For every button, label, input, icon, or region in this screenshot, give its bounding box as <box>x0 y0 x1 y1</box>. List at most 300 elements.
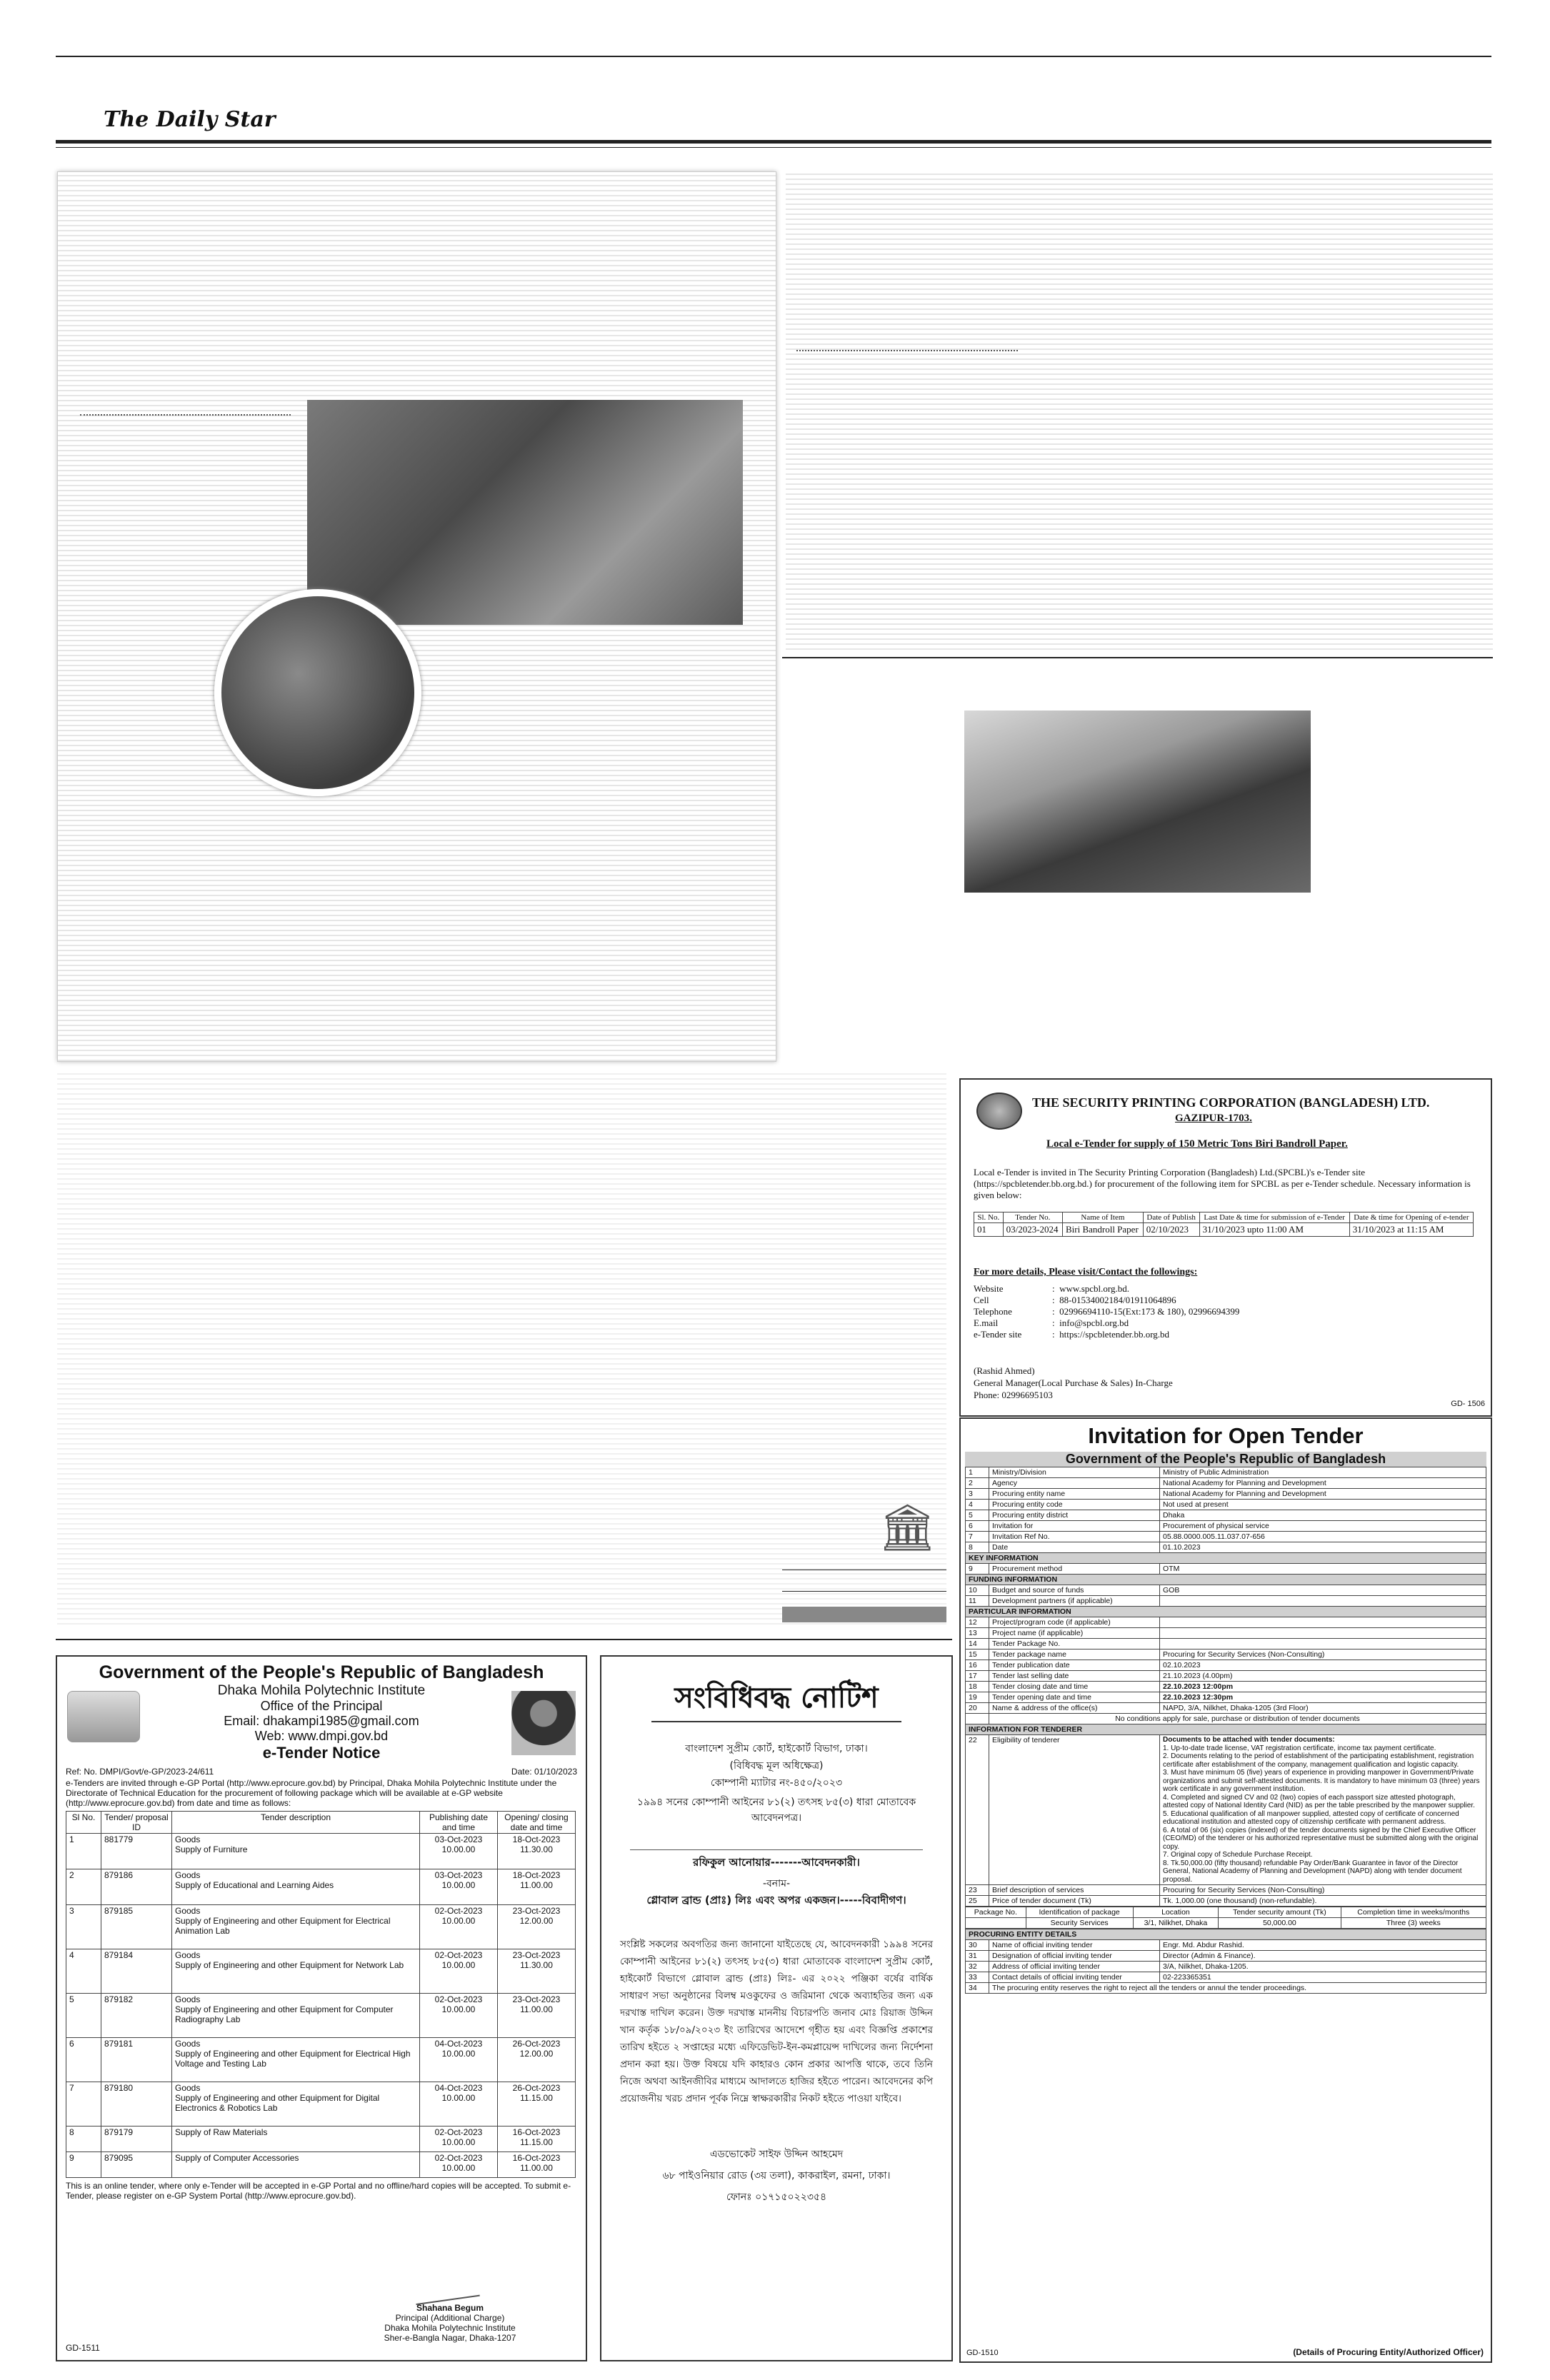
napd-value: National Academy for Planning and Development <box>1160 1489 1486 1500</box>
dmpi-td: 8 <box>66 2127 101 2152</box>
napd-section-label: FUNDING INFORMATION <box>966 1575 1486 1585</box>
feature-photo-inset <box>214 589 421 796</box>
napd-row <box>966 1585 1486 1596</box>
dmpi-td: 04-Oct-2023 10.00.00 <box>420 2038 498 2082</box>
table-row <box>66 1834 576 1869</box>
bn-address: ৬৮ পাইওনিয়ার রোড (৩য় তলা), কাকরাইল, রমনা, ঢাকা। <box>662 2170 891 2181</box>
dmpi-td: 9 <box>66 2152 101 2178</box>
napd-num: 14 <box>966 1639 989 1650</box>
napd-label: Procuring entity name <box>989 1489 1160 1500</box>
spcbl-code: GD- 1506 <box>1451 1400 1485 1408</box>
dmpi-td: Goods Supply of Furniture <box>172 1834 420 1869</box>
dmpi-td: 26-Oct-2023 12.00.00 <box>498 2038 576 2082</box>
bn-versus: -বনাম- <box>762 1878 791 1889</box>
napd-label: The procuring entity reserves the right to reject all the tenders or annul the tender proceedings. <box>989 1983 1486 1994</box>
napd-section <box>966 1929 1486 1940</box>
middle-text-area <box>57 1071 946 1625</box>
napd-value: OTM <box>1160 1564 1486 1575</box>
pkg-td <box>966 1918 1026 1929</box>
bn-court2: (বিধিবদ্ধ মূল অধিক্ষেত্র) <box>729 1760 824 1772</box>
bn-matter: কোম্পানী ম্যাটার নং-৪৫০/২০২৩ <box>710 1777 843 1789</box>
dmpi-td: 2 <box>66 1869 101 1905</box>
contact-row: Website : www.spcbl.org.bd. <box>974 1283 1129 1294</box>
pkg-td: Security Services <box>1026 1918 1133 1929</box>
pkg-th: Location <box>1133 1907 1219 1918</box>
dmpi-td: 4 <box>66 1949 101 1994</box>
napd-value: Procuring for Security Services (Non-Consulting) <box>1160 1650 1486 1660</box>
napd-row <box>966 1542 1486 1553</box>
contact-label: E.mail <box>974 1317 999 1328</box>
napd-row <box>966 1692 1486 1703</box>
napd-label: Tender package name <box>989 1650 1160 1660</box>
napd-row <box>966 1478 1486 1489</box>
spcbl-phone: Phone: 02996695103 <box>974 1390 1053 1400</box>
napd-num: 8 <box>966 1542 989 1553</box>
table-row <box>66 1869 576 1905</box>
spcbl-th: Name of Item <box>1062 1212 1143 1223</box>
spcbl-td: 31/10/2023 at 11:15 AM <box>1349 1223 1473 1237</box>
spcbl-ad <box>959 1078 1492 1417</box>
dmpi-table <box>66 1811 576 2178</box>
napd-row <box>966 1500 1486 1510</box>
napd-doc-item: 1. Up-to-date trade license, VAT registration certificate, income tax payment certificate. <box>1163 1744 1436 1752</box>
dmpi-signer-title: Principal (Additional Charge) <box>395 2313 505 2323</box>
middle-rule-2 <box>782 1591 946 1592</box>
napd-row <box>966 1962 1486 1972</box>
napd-row <box>966 1532 1486 1542</box>
napd-label: Price of tender document (Tk) <box>989 1896 1160 1907</box>
napd-label: Tender publication date <box>989 1660 1160 1671</box>
napd-row <box>966 1650 1486 1660</box>
napd-num: 15 <box>966 1650 989 1660</box>
dmpi-ref: Ref: No. DMPI/Govt/e-GP/2023-24/611 <box>66 1767 214 1777</box>
napd-note: No conditions apply for sale, purchase or distribution of tender documents <box>989 1714 1486 1724</box>
napd-label: Tender opening date and time <box>989 1692 1160 1703</box>
dmpi-td: 02-Oct-2023 10.00.00 <box>420 2152 498 2178</box>
napd-num: 32 <box>966 1962 989 1972</box>
napd-row <box>966 1972 1486 1983</box>
spcbl-th: Sl. No. <box>974 1212 1004 1223</box>
napd-value <box>1160 1639 1486 1650</box>
contact-value: 02996694110-15(Ext:173 & 180), 02996694399 <box>1059 1306 1240 1317</box>
contact-label: e-Tender site <box>974 1329 1022 1340</box>
dmpi-signature <box>336 2303 564 2343</box>
middle-gray-bar <box>782 1607 946 1622</box>
dmpi-td: Goods Supply of Engineering and other Equipment for Computer Radiography Lab <box>172 1994 420 2038</box>
napd-value: 3/A, Nilkhet, Dhaka-1205. <box>1160 1962 1486 1972</box>
napd-label: Ministry/Division <box>989 1467 1160 1478</box>
right-divider <box>782 657 1493 658</box>
dmpi-td: Goods Supply of Educational and Learning Aides <box>172 1869 420 1905</box>
dmpi-th: Publishing date and time <box>420 1812 498 1834</box>
napd-num: 18 <box>966 1682 989 1692</box>
dmpi-td: 879095 <box>101 2152 172 2178</box>
napd-num: 9 <box>966 1564 989 1575</box>
napd-row <box>966 1521 1486 1532</box>
napd-row <box>966 1896 1486 1907</box>
napd-num: 22 <box>966 1735 989 1885</box>
spcbl-contact-heading: For more details, Please visit/Contact the followings: <box>974 1267 1198 1277</box>
dmpi-th: Tender/ proposal ID <box>101 1812 172 1834</box>
napd-num: 25 <box>966 1896 989 1907</box>
napd-value: 21.10.2023 (4.00pm) <box>1160 1671 1486 1682</box>
contact-row: e-Tender site : https://spcbletender.bb.org.bd <box>974 1329 1170 1340</box>
napd-num: 16 <box>966 1660 989 1671</box>
napd-row <box>966 1489 1486 1500</box>
napd-value: Procuring for Security Services (Non-Consulting) <box>1160 1885 1486 1896</box>
napd-label: Budget and source of funds <box>989 1585 1160 1596</box>
napd-value: 22.10.2023 12:00pm <box>1160 1682 1486 1692</box>
bn-title-underline <box>651 1721 901 1722</box>
pkg-th: Identification of package <box>1026 1907 1133 1918</box>
napd-row <box>966 1703 1486 1714</box>
portrait-icon <box>511 1691 576 1755</box>
dmpi-td: 23-Oct-2023 11.00.00 <box>498 1994 576 2038</box>
napd-label: Invitation Ref No. <box>989 1532 1160 1542</box>
napd-section-label: PROCURING ENTITY DETAILS <box>966 1929 1486 1940</box>
dmpi-td: 02-Oct-2023 10.00.00 <box>420 1949 498 1994</box>
napd-row <box>966 1639 1486 1650</box>
pkg-td: Three (3) weeks <box>1341 1918 1486 1929</box>
dmpi-td: 16-Oct-2023 11.00.00 <box>498 2152 576 2178</box>
napd-code: GD-1510 <box>966 2349 999 2357</box>
dmpi-td: 879186 <box>101 1869 172 1905</box>
contact-row: Cell : 88-01534002184/01911064896 <box>974 1295 1176 1305</box>
contact-label: Website <box>974 1283 1004 1294</box>
napd-num: 1 <box>966 1467 989 1478</box>
bn-advocate: এডভোকেট সাইফ উদ্দিন আহমেদ <box>709 2149 844 2160</box>
napd-row <box>966 1940 1486 1951</box>
napd-title: Invitation for Open Tender <box>1088 1423 1364 1448</box>
dmpi-td: 23-Oct-2023 12.00.00 <box>498 1905 576 1949</box>
dmpi-td: 18-Oct-2023 11.30.00 <box>498 1834 576 1869</box>
dmpi-td: 02-Oct-2023 10.00.00 <box>420 1905 498 1949</box>
spcbl-intro: Local e-Tender is invited in The Security Printing Corporation (Bangladesh) Ltd.(SPCBL)'s e-Tender site (https://spcbletender.bb.org.bd.) for procurement of the following item for SPCBL as per e-Tender schedule. Necessary information is given below: <box>974 1167 1471 1200</box>
napd-num: 10 <box>966 1585 989 1596</box>
napd-doc-item: 7. Original copy of Schedule Purchase Receipt. <box>1163 1851 1313 1859</box>
contact-value[interactable]: www.spcbl.org.bd. <box>1059 1283 1129 1294</box>
dmpi-td: 16-Oct-2023 11.15.00 <box>498 2127 576 2152</box>
napd-row <box>966 1682 1486 1692</box>
dmpi-td: 6 <box>66 2038 101 2082</box>
napd-docs-heading: Documents to be attached with tender documents: <box>1163 1736 1335 1744</box>
napd-value: Procurement of physical service <box>1160 1521 1486 1532</box>
napd-package-table <box>965 1907 1486 1929</box>
bn-phone: ফোনঃ ০১৭১৫০২২৩৫৪ <box>726 2191 827 2203</box>
napd-gov: Government of the People's Republic of Bangladesh <box>965 1452 1486 1467</box>
napd-num: 5 <box>966 1510 989 1521</box>
napd-label: Name of official inviting tender <box>989 1940 1160 1951</box>
dmpi-td: Goods Supply of Engineering and other Equipment for Electrical Animation Lab <box>172 1905 420 1949</box>
napd-label: Project name (if applicable) <box>989 1628 1160 1639</box>
dmpi-web[interactable]: Web: www.dmpi.gov.bd <box>254 1729 389 1743</box>
table-row <box>66 1994 576 2038</box>
contact-row: Telephone : 02996694110-15(Ext:173 & 180), 02996694399 <box>974 1306 1240 1317</box>
napd-label: Agency <box>989 1478 1160 1489</box>
napd-row <box>966 1660 1486 1671</box>
napd-section <box>966 1575 1486 1585</box>
napd-label: Date <box>989 1542 1160 1553</box>
napd-row <box>966 1735 1486 1885</box>
masthead-rule-thin <box>56 147 1491 148</box>
spcbl-signer: (Rashid Ahmed) <box>974 1365 1035 1376</box>
napd-label: Invitation for <box>989 1521 1160 1532</box>
spcbl-th: Date & time for Opening of e-tender <box>1349 1212 1473 1223</box>
bn-court: বাংলাদেশ সুপ্রীম কোর্ট, হাইকোর্ট বিভাগ, ঢাকা। <box>685 1743 868 1754</box>
masthead-rule <box>56 140 1491 144</box>
table-row <box>66 2038 576 2082</box>
napd-label: Brief description of services <box>989 1885 1160 1896</box>
dmpi-td: 02-Oct-2023 10.00.00 <box>420 1994 498 2038</box>
napd-num: 4 <box>966 1500 989 1510</box>
napd-value <box>1160 1596 1486 1607</box>
napd-ad <box>959 1417 1492 2363</box>
napd-doc-item: 6. A total of 06 (six) copies (indexed) of the tender documents signed by the Chief Executive Officer (CEO/MD) of the tenderer or his authorized representative must be submitted along with the original copy. <box>1163 1826 1479 1851</box>
napd-row <box>966 1564 1486 1575</box>
contact-label: Telephone <box>974 1306 1012 1317</box>
table-row <box>66 2152 576 2178</box>
dmpi-td: Supply of Raw Materials <box>172 2127 420 2152</box>
pkg-td: 3/1, Nilkhet, Dhaka <box>1133 1918 1219 1929</box>
napd-label: Procuring entity code <box>989 1500 1160 1510</box>
dmpi-td: 02-Oct-2023 10.00.00 <box>420 2127 498 2152</box>
dmpi-td: 879181 <box>101 2038 172 2082</box>
contact-value[interactable]: info@spcbl.org.bd <box>1059 1317 1129 1328</box>
napd-label: Address of official inviting tender <box>989 1962 1160 1972</box>
spcbl-contacts <box>974 1283 1239 1340</box>
napd-value: National Academy for Planning and Development <box>1160 1478 1486 1489</box>
napd-row <box>966 1467 1486 1478</box>
feature-dotted-rule <box>80 414 291 416</box>
napd-value <box>1160 1617 1486 1628</box>
dmpi-td: 23-Oct-2023 11.30.00 <box>498 1949 576 1994</box>
dmpi-ad <box>56 1655 587 2361</box>
napd-value: NAPD, 3/A, Nilkhet, Dhaka-1205 (3rd Floor) <box>1160 1703 1486 1714</box>
napd-label: Development partners (if applicable) <box>989 1596 1160 1607</box>
napd-section-label: PARTICULAR INFORMATION <box>966 1607 1486 1617</box>
napd-value: Dhaka <box>1160 1510 1486 1521</box>
dmpi-td: 879182 <box>101 1994 172 2038</box>
dmpi-title: e-Tender Notice <box>262 1744 381 1762</box>
meeting-photo <box>964 711 1311 893</box>
dmpi-td: 5 <box>66 1994 101 2038</box>
dmpi-td: 26-Oct-2023 11.15.00 <box>498 2082 576 2127</box>
napd-label: Tender closing date and time <box>989 1682 1160 1692</box>
napd-num: 6 <box>966 1521 989 1532</box>
napd-value: Director (Admin & Finance). <box>1160 1951 1486 1962</box>
spcbl-emblem-icon <box>976 1093 1022 1130</box>
bn-divider <box>630 1849 923 1850</box>
dmpi-th: Sl No. <box>66 1812 101 1834</box>
dmpi-td: 879180 <box>101 2082 172 2127</box>
napd-doc-item: 5. Educational qualification of all manpower supplied, attested copy of certificate of concerned educational institution and attested copy of citizenship certificate with permanent address. <box>1163 1809 1459 1826</box>
spcbl-td: 02/10/2023 <box>1143 1223 1199 1237</box>
table-row <box>66 2127 576 2152</box>
bn-notice <box>600 1655 953 2361</box>
dmpi-td: 879179 <box>101 2127 172 2152</box>
dmpi-footer: This is an online tender, where only e-Tender will be accepted in e-GP Portal and no offline/hard copies will be accepted. To submit e-Tender, please register on e-GP System Portal (http://www.eprocure.gov.bd). <box>66 2181 571 2201</box>
napd-value: Tk. 1,000.00 (one thousand) (non-refundable). <box>1160 1896 1486 1907</box>
napd-footer: (Details of Procuring Entity/Authorized Officer) <box>1293 2347 1484 2357</box>
napd-value: Not used at present <box>1160 1500 1486 1510</box>
napd-label: Designation of official inviting tender <box>989 1951 1160 1962</box>
dmpi-email[interactable]: Email: dhakampi1985@gmail.com <box>224 1714 419 1728</box>
dmpi-td: Goods Supply of Engineering and other Equipment for Digital Electronics & Robotics Lab <box>172 2082 420 2127</box>
dmpi-office: Office of the Principal <box>260 1699 383 1713</box>
napd-value: 02-223365351 <box>1160 1972 1486 1983</box>
dmpi-date: Date: 01/10/2023 <box>511 1767 577 1777</box>
spcbl-td: 01 <box>974 1223 1004 1237</box>
top-rule <box>56 56 1491 57</box>
feature-photo-children <box>307 400 743 625</box>
spcbl-signer-title: General Manager(Local Purchase & Sales) In-Charge <box>974 1377 1173 1388</box>
spcbl-city: GAZIPUR-1703. <box>1175 1113 1252 1124</box>
spcbl-td: 03/2023-2024 <box>1003 1223 1062 1237</box>
napd-value: Engr. Md. Abdur Rashid. <box>1160 1940 1486 1951</box>
dmpi-code: GD-1511 <box>66 2343 100 2353</box>
napd-label: Contact details of official inviting tender <box>989 1972 1160 1983</box>
napd-num: 7 <box>966 1532 989 1542</box>
napd-section <box>966 1607 1486 1617</box>
bn-law: ১৯৯৪ সনের কোম্পানী আইনের ৮১(২) তৎসহ ৮৫(৩) ধারা মোতাবেক আবেদনপত্র। <box>636 1797 916 1824</box>
dmpi-td: 7 <box>66 2082 101 2127</box>
signature-mark <box>413 2274 480 2305</box>
bn-title: সংবিধিবদ্ধ নোটিশ <box>674 1682 879 1714</box>
right-dotted-rule <box>796 350 1018 351</box>
dmpi-td: 03-Oct-2023 10.00.00 <box>420 1834 498 1869</box>
napd-doc-item: 3. Must have minimum 05 (five) years of experience in providing manpower in Government/Private organizations and submit self-attested documents. It is mandatory to have minimum 03 (three) years work certificate in any government institution. <box>1163 1769 1480 1793</box>
napd-num: 31 <box>966 1951 989 1962</box>
table-row <box>66 1949 576 1994</box>
napd-section-label: KEY INFORMATION <box>966 1553 1486 1564</box>
napd-row <box>966 1628 1486 1639</box>
contact-label: Cell <box>974 1295 989 1305</box>
napd-num: 20 <box>966 1703 989 1714</box>
napd-row <box>966 1983 1486 1994</box>
right-top-panel <box>786 171 1493 650</box>
napd-value: 02.10.2023 <box>1160 1660 1486 1671</box>
napd-label: Tender Package No. <box>989 1639 1160 1650</box>
napd-entity-table <box>965 1929 1486 1994</box>
napd-doc-item: 2. Documents relating to the period of establishment of the participating establishment, registration certificate after establishment of the company, management qualification and logistic capacity. <box>1163 1752 1474 1769</box>
napd-value: GOB <box>1160 1585 1486 1596</box>
spcbl-heading: Local e-Tender for supply of 150 Metric Tons Biri Bandroll Paper. <box>1046 1138 1348 1150</box>
napd-num: 30 <box>966 1940 989 1951</box>
pkg-th: Package No. <box>966 1907 1026 1918</box>
napd-num: 19 <box>966 1692 989 1703</box>
bn-respondent: গ্লোবাল ব্রান্ড (প্রাঃ) লিঃ এবং অপর একজন।-----বিবাদীগণ। <box>646 1894 906 1907</box>
napd-label: Procurement method <box>989 1564 1160 1575</box>
contact-row: E.mail : info@spcbl.org.bd <box>974 1317 1129 1328</box>
napd-num: 17 <box>966 1671 989 1682</box>
pkg-th: Tender security amount (Tk) <box>1219 1907 1341 1918</box>
napd-row <box>966 1885 1486 1896</box>
napd-value: 01.10.2023 <box>1160 1542 1486 1553</box>
napd-docs <box>1160 1735 1486 1885</box>
napd-section-label: INFORMATION FOR TENDERER <box>966 1724 1486 1735</box>
napd-row <box>966 1671 1486 1682</box>
dmpi-gov: Government of the People's Republic of Bangladesh <box>99 1662 544 1682</box>
napd-num: 3 <box>966 1489 989 1500</box>
napd-label: Procuring entity district <box>989 1510 1160 1521</box>
napd-section <box>966 1553 1486 1564</box>
napd-table <box>965 1467 1486 1907</box>
spcbl-td: 31/10/2023 upto 11:00 AM <box>1199 1223 1349 1237</box>
dmpi-th: Opening/ closing date and time <box>498 1812 576 1834</box>
bottom-section-rule <box>56 1639 952 1640</box>
napd-num: 33 <box>966 1972 989 1983</box>
spcbl-th: Tender No. <box>1003 1212 1062 1223</box>
napd-label: Name & address of the office(s) <box>989 1703 1160 1714</box>
napd-num: 13 <box>966 1628 989 1639</box>
napd-num: 12 <box>966 1617 989 1628</box>
dmpi-signer: Shahana Begum <box>416 2303 484 2313</box>
spcbl-table <box>974 1212 1474 1237</box>
dmpi-td: 879185 <box>101 1905 172 1949</box>
napd-row <box>966 1617 1486 1628</box>
napd-row <box>966 1596 1486 1607</box>
napd-label: Project/program code (if applicable) <box>989 1617 1160 1628</box>
napd-num: 34 <box>966 1983 989 1994</box>
table-row <box>66 2082 576 2127</box>
napd-value: 05.88.0000.005.11.037.07-656 <box>1160 1532 1486 1542</box>
napd-value: Ministry of Public Administration <box>1160 1467 1486 1478</box>
spcbl-td: Biri Bandroll Paper <box>1062 1223 1143 1237</box>
napd-row <box>966 1951 1486 1962</box>
contact-value[interactable]: https://spcbletender.bb.org.bd <box>1059 1329 1170 1340</box>
dmpi-td: 1 <box>66 1834 101 1869</box>
dmpi-signer-org: Dhaka Mohila Polytechnic Institute <box>384 2323 516 2333</box>
masthead-logo: The Daily Star <box>104 107 276 132</box>
table-row <box>66 1905 576 1949</box>
dmpi-td: 879184 <box>101 1949 172 1994</box>
dmpi-td: 04-Oct-2023 10.00.00 <box>420 2082 498 2127</box>
dmpi-td: Supply of Computer Accessories <box>172 2152 420 2178</box>
spcbl-th: Date of Publish <box>1143 1212 1199 1223</box>
dmpi-intro: e-Tenders are invited through e-GP Portal (http://www.eprocure.gov.bd) by Principal, Dhaka Mohila Polytechnic Institute under the Directorate of Technical Education for the procurement of following package which will be available at e-GP website (http://www.eprocure.gov.bd) from date and time as follows: <box>66 1778 557 1808</box>
pkg-td: 50,000.00 <box>1219 1918 1341 1929</box>
napd-doc-item: 4. Completed and signed CV and 02 (two) copies of each passport size attested photograph, attested copy of National Identity Card (NID) as per the table prescribed by the manpower supplier. <box>1163 1793 1475 1809</box>
napd-doc-item: 8. Tk.50,000.00 (fifty thousand) refundable Pay Order/Bank Guarantee in favor of the Director General, National Academy of Planning and Development (NAPD) along with tender document proposal. <box>1163 1859 1462 1884</box>
spcbl-org: THE SECURITY PRINTING CORPORATION (BANGLADESH) LTD. <box>1032 1095 1430 1110</box>
napd-row <box>966 1510 1486 1521</box>
bn-body: সংশ্লিষ্ট সকলের অবগতির জন্য জানানো যাইতেছে যে, আবেদনকারী ১৯৯৪ সনের কোম্পানী আইনের ৮১(২) তৎসহ ৮৫(৩) ধারা মোতাবেক বাংলাদেশ সুপ্রীম কোর্ট, হাইকোর্ট বিভাগে গ্লোবাল ব্রান্ড (প্রাঃ) লিঃ- এর ২০২২ পঞ্জিকা বর্ষের বার্ষিক সাধারণ সভা অনুষ্ঠানের বিলম্ব মওকুফের ও জরিমানা থেকে অব্যাহতির জন্য এক দরখাস্ত দাখিল করেন। উক্ত দরখাস্ত মাননীয় বিচারপতি জনাব মোঃ রিয়াজ উদ্দিন খান কর্তৃক ১৮/০৯/২০২৩ ইং তারিখের আদেশে গৃহীত হয় এবং বিজ্ঞপ্তি প্রকাশের তারিখ হইতে ২ সপ্তাহের মধ্যে এফিডেভিট-ইন-কমপ্লায়েন্স দাখিলের জন্য নির্দেশনা প্রদান করা হয়। উক্ত বিষয়ে যদি কাহারও কোন প্রকার আপত্তি থাকে, তবে তিনি নিজে অথবা আইনজীবির মাধ্যমে আদালতে হাজির হইতে পারেন। আবেদনের কপি প্রয়োজনীয় খরচ প্রদান পূর্বক নিম্নে স্বাক্ষরকারীর নিকট হইতে পাওয়া যাইবে। <box>620 1939 933 2104</box>
napd-value: 22.10.2023 12:30pm <box>1160 1692 1486 1703</box>
napd-num: 23 <box>966 1885 989 1896</box>
napd-num: 2 <box>966 1478 989 1489</box>
dmpi-td: Goods Supply of Engineering and other Equipment for Electrical High Voltage and Testing Lab <box>172 2038 420 2082</box>
dmpi-signer-addr: Sher-e-Bangla Nagar, Dhaka-1207 <box>384 2333 516 2343</box>
napd-label: Tender last selling date <box>989 1671 1160 1682</box>
dmpi-td: Goods Supply of Engineering and other Equipment for Network Lab <box>172 1949 420 1994</box>
napd-row <box>966 1714 1486 1724</box>
pkg-th: Completion time in weeks/months <box>1341 1907 1486 1918</box>
dmpi-td: 881779 <box>101 1834 172 1869</box>
spcbl-th: Last Date & time for submission of e-Tender <box>1199 1212 1349 1223</box>
napd-label: Eligibility of tenderer <box>989 1735 1160 1885</box>
napd-num: 11 <box>966 1596 989 1607</box>
dmpi-th: Tender description <box>172 1812 420 1834</box>
dmpi-td: 3 <box>66 1905 101 1949</box>
dmpi-logo-icon <box>67 1691 140 1742</box>
dmpi-td: 18-Oct-2023 11.00.00 <box>498 1869 576 1905</box>
napd-section <box>966 1724 1486 1735</box>
dmpi-td: 03-Oct-2023 10.00.00 <box>420 1869 498 1905</box>
contact-value: 88-01534002184/01911064896 <box>1059 1295 1176 1305</box>
dmpi-inst: Dhaka Mohila Polytechnic Institute <box>217 1683 426 1698</box>
bn-petitioner: রফিকুল আনোয়ার-------আবেদনকারী। <box>693 1856 860 1869</box>
institution-icon: 🏛 <box>879 1502 937 1553</box>
